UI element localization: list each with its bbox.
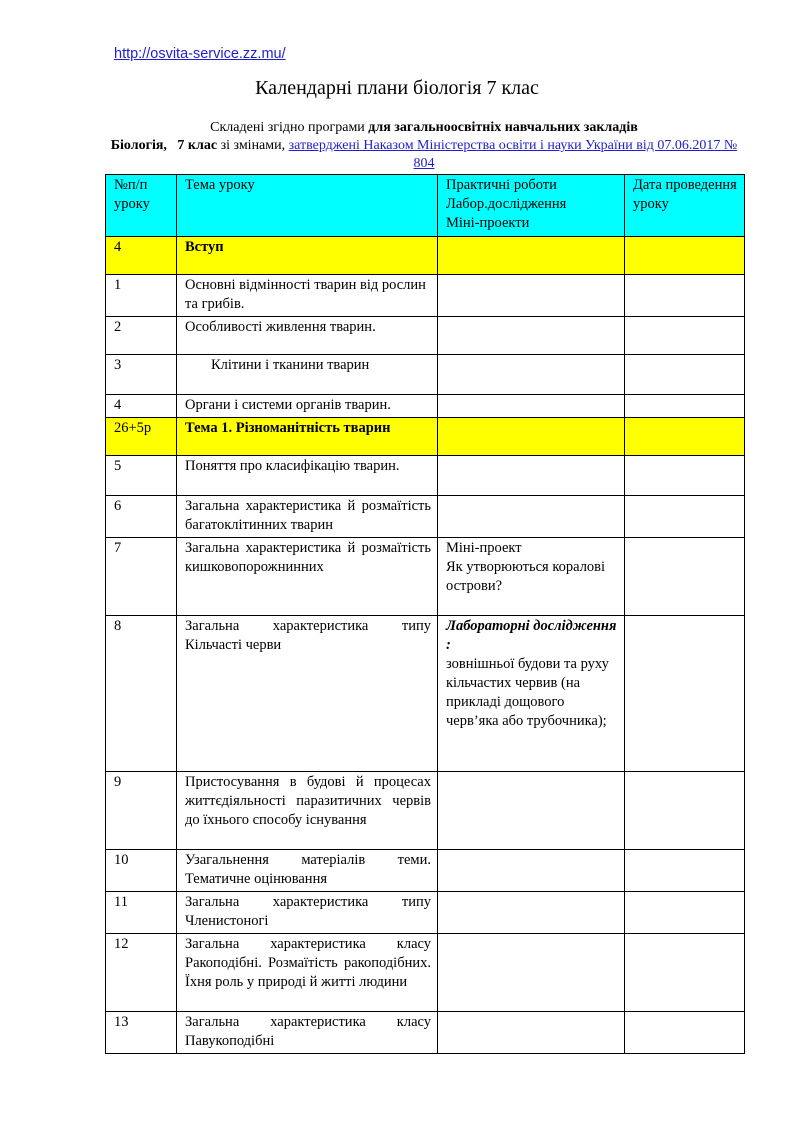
lesson-number: 8 [106,616,177,772]
site-link[interactable]: http://osvita-service.zz.mu/ [114,46,286,62]
table-row [106,496,745,538]
lesson-number: 9 [106,772,177,850]
page-title: Календарні плани біологія 7 клас [255,77,539,99]
date-cell[interactable] [625,418,745,456]
practical-cell [438,850,625,892]
table-row [106,275,745,317]
table-row [106,934,745,1012]
lab-research-text: зовнішньої будови та руху кільчастих червив (на прикладі дощового черв’яка або трубочника); [446,656,609,729]
table-row [106,850,745,892]
lesson-number: 5 [106,456,177,496]
table-row [106,355,745,395]
lesson-number: 12 [106,934,177,1012]
date-cell[interactable] [625,892,745,934]
date-cell[interactable] [625,538,745,616]
practical-cell [438,418,625,456]
lesson-number: 10 [106,850,177,892]
column-header-practical-line: Практичні роботи [446,177,557,193]
lesson-topic: Органи і системи органів тварин. [177,395,438,418]
lesson-number: 2 [106,317,177,355]
lesson-topic [177,355,438,395]
date-cell[interactable] [625,772,745,850]
practical-cell [438,616,625,772]
table-row [106,892,745,934]
lesson-number: 7 [106,538,177,616]
date-cell[interactable] [625,237,745,275]
date-cell[interactable] [625,934,745,1012]
section-row [106,237,745,275]
lesson-topic: Основні відмінності тварин від рослин та грибів. [177,275,438,317]
lesson-topic: Вступ [177,237,438,275]
table-row [106,538,745,616]
subject-grade: Біологія, 7 клас [110,138,218,153]
order-link[interactable]: затверджені Наказом Міністерства освіти і науки України від 07.06.2017 № 804 [288,138,738,171]
lesson-topic: Загальна характеристика класу Павукоподібні [177,1012,438,1054]
practical-cell [438,892,625,934]
lesson-topic: Узагальнення матеріалів теми. Тематичне оцінювання [177,850,438,892]
lesson-topic: Тема 1. Різноманітність тварин [177,418,438,456]
date-cell[interactable] [625,850,745,892]
table-row [106,616,745,772]
mini-project-text: Як утворюються коралові острови? [446,559,606,594]
practical-cell [438,772,625,850]
lesson-number: 13 [106,1012,177,1054]
subtitle-line-1 [104,119,744,137]
lesson-number: 6 [106,496,177,538]
column-header-topic: Тема уроку [177,175,438,237]
section-row [106,418,745,456]
date-cell[interactable] [625,616,745,772]
lesson-number: 11 [106,892,177,934]
practical-cell [438,317,625,355]
lesson-topic: Поняття про класифікацію тварин. [177,456,438,496]
table-row [106,317,745,355]
table-row [106,395,745,418]
practical-cell [438,1012,625,1054]
date-cell[interactable] [625,275,745,317]
subtitle-line-2 [104,137,744,173]
date-cell[interactable] [625,1012,745,1054]
column-header-date: Дата проведення уроку [625,175,745,237]
practical-cell [438,237,625,275]
table-row [106,772,745,850]
subtitle [104,119,744,173]
practical-cell [438,496,625,538]
date-cell[interactable] [625,496,745,538]
practical-cell [438,456,625,496]
practical-cell [438,395,625,418]
table-row [106,456,745,496]
subtitle-text: Складені згідно програми [210,120,369,135]
lesson-topic: Загальна характеристика й розмаїтість багатоклітинних тварин [177,496,438,538]
practical-cell [438,355,625,395]
date-cell[interactable] [625,355,745,395]
lesson-topic: Загальна характеристика типу Кільчасті черви [177,616,438,772]
column-header-practical [438,175,625,237]
practical-cell [438,275,625,317]
lesson-plan-table [105,174,745,1054]
practical-cell [438,934,625,1012]
lesson-number: 4 [106,395,177,418]
lesson-topic-text: Клітини і тканини тварин [211,357,370,373]
date-cell[interactable] [625,317,745,355]
column-header-practical-line: Міні-проекти [446,215,530,231]
lesson-topic: Загальна характеристика й розмаїтість кишковопорожнинних [177,538,438,616]
subtitle-changes-text: зі змінами, [217,138,289,153]
column-header-practical-line: Лабор.дослідження [446,196,567,212]
lesson-number: 3 [106,355,177,395]
lesson-topic: Загальна характеристика класу Ракоподібні. Розмаїтість ракоподібних. Їхня роль у природі й житті людини [177,934,438,1012]
table-header-row [106,175,745,237]
column-header-num: №п/п уроку [106,175,177,237]
practical-cell [438,538,625,616]
mini-project-label: Міні-проект [446,540,522,556]
lesson-number: 1 [106,275,177,317]
date-cell[interactable] [625,456,745,496]
table-row [106,1012,745,1054]
lesson-number: 4 [106,237,177,275]
lesson-number: 26+5р [106,418,177,456]
lesson-topic: Пристосування в будові й процесах життєдіяльності паразитичних червів до їхнього способу існування [177,772,438,850]
lab-research-title: Лабораторні дослідження : [446,618,617,653]
lesson-topic: Особливості живлення тварин. [177,317,438,355]
date-cell[interactable] [625,395,745,418]
lesson-topic: Загальна характеристика типу Членистоногі [177,892,438,934]
subtitle-program-name: для загальноосвітніх навчальних закладів [368,120,638,135]
